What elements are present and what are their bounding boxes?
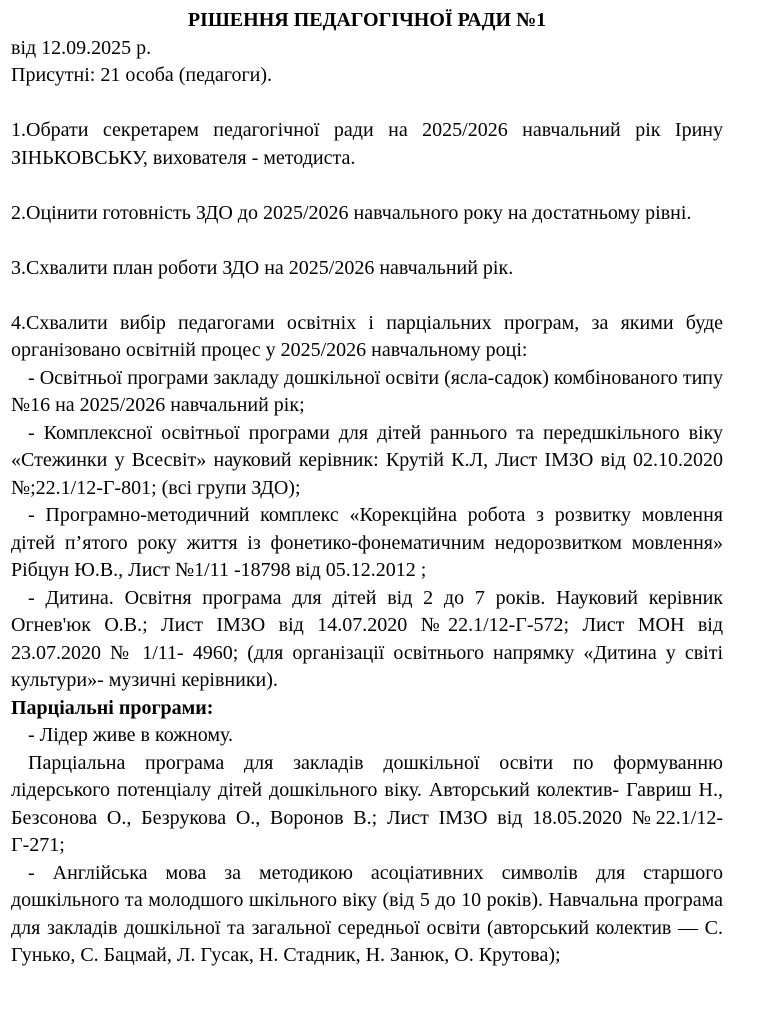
decision-item-3: 3.Схвалити план роботи ЗДО на 2025/2026 навчальний рік.	[11, 256, 514, 279]
decision-item-2: 2.Оцінити готовність ЗДО до 2025/2026 навчального року на достатньому рівні.	[11, 201, 692, 224]
document-title: РІШЕННЯ ПЕДАГОГІЧНОЇ РАДИ №1	[187, 9, 547, 31]
blank-line	[11, 172, 723, 200]
decision-item-1: 1.Обрати секретарем педагогічної ради на 2025/2026 навчальний рік Ірину ЗІНЬКОВСЬКУ, вихователя - методиста.	[11, 119, 723, 169]
attendees-line: Присутні: 21 особа (педагоги).	[11, 64, 273, 86]
program-item-4: - Дитина. Освітня програма для дітей від 2 до 7 років. Науковий керівник Огнев'юк О.В.; Лист ІМЗО від 14.07.2020 №22.1/12-Г-572; Лист МОН від 23.07.2020 № 1/11- 4960; (для організації освітнього напрямку «Дитина у світі культури»- музичні керівники).	[11, 586, 723, 691]
blank-line	[11, 90, 723, 118]
partial-item-2: Парціальна програма для закладів дошкільної освіти по формуванню лідерського потенціалу дітей дошкільного віку. Авторський колектив- Гавриш Н., Безсонова О., Безрукова О., Воронов В.; Лист ІМЗО від 18.05.2020 №22.1/12-Г-271;	[11, 751, 723, 856]
date-line: від 12.09.2025 р.	[11, 36, 152, 59]
program-item-3: - Програмно-методичний комплекс «Корекційна робота з розвитку мовлення дітей п’ятого року життя із фонетико-фонематичним недорозвитком мовлення» Рібцун Ю.В., Лист №1/11 -18798 від 05.12.2012 ;	[11, 504, 723, 581]
blank-line	[11, 282, 723, 310]
program-item-1: - Освітньої програми закладу дошкільної освіти (ясла-садок) комбінованого типу №16 на 2025/2026 навчальний рік;	[11, 366, 723, 416]
partial-item-3: - Англійська мова за методикою асоціативних символів для старшого дошкільного та молодшого шкільного віку (від 5 до 10 років). Навчальна програма для закладів дошкільної та загальної середньої освіти (авторський колектив — С. Гунько, С. Бацмай, Л. Гусак, Н. Стадник, Н. Занюк, О. Крутова);	[11, 861, 723, 966]
decision-item-4: 4.Схвалити вибір педагогами освітніх і парціальних програм, за якими буде організовано освітній процес у 2025/2026 навчальному році:	[11, 311, 723, 361]
partial-item-1: - Лідер живе в кожному.	[28, 724, 233, 746]
blank-line	[11, 227, 723, 255]
program-item-2: - Комплексної освітньої програми для дітей раннього та передшкільного віку «Стежинки у Всесвіт» науковий керівник: Крутій К.Л, Лист ІМЗО від 02.10.2020 №;22.1/12-Г-801; (всі групи ЗДО);	[11, 421, 723, 499]
partial-programs-heading: Парціальні програми:	[11, 696, 214, 719]
